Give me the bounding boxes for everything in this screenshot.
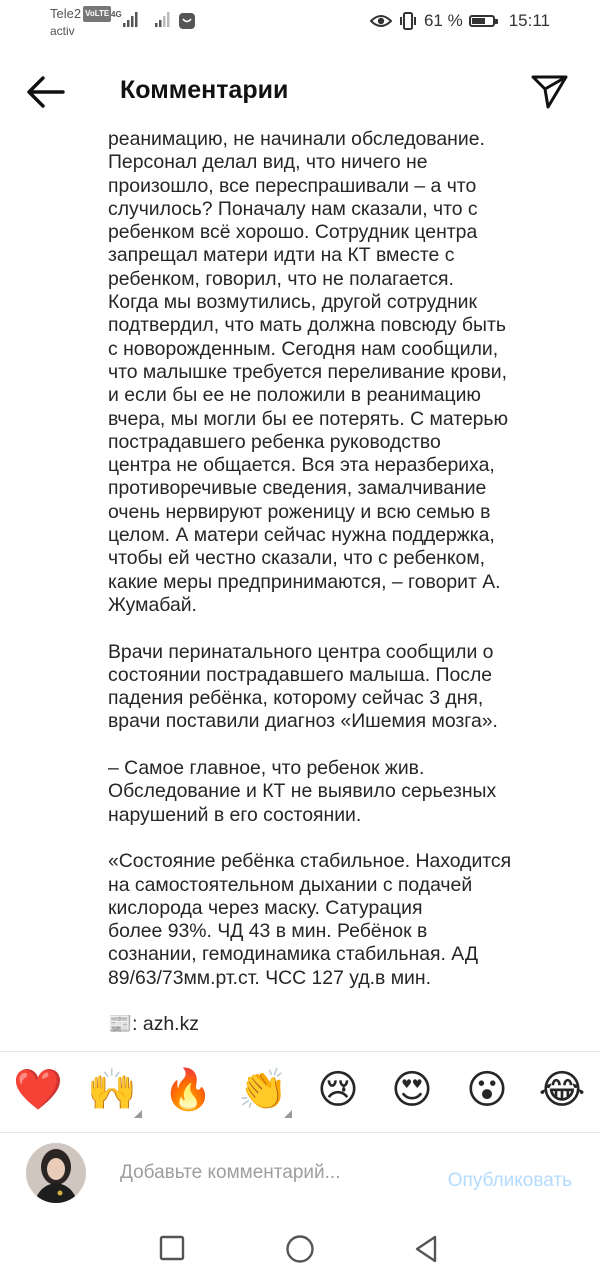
- battery-percent: 61 %: [423, 11, 463, 30]
- page-title: Комментарии: [120, 76, 289, 104]
- notification-app-icon: [178, 12, 196, 30]
- back-arrow-icon[interactable]: [26, 75, 66, 109]
- tears-of-joy-emoji-button[interactable]: 😂: [538, 1068, 586, 1112]
- surprised-face-emoji-button[interactable]: 😮: [466, 1068, 508, 1112]
- system-navigation-bar: [0, 1214, 600, 1283]
- comment-composer: [0, 1132, 600, 1214]
- caption-paragraph: – Самое главное, что ребенок жив. Обследование и КТ не выявило серьезных нарушений в его состоянии.: [108, 757, 497, 826]
- caption-paragraph: «Состояние ребёнка стабильное. Находится на самостоятельном дыхании с подачей кислорода через маску. Сатурация более 93%. ЧД 43 в мин. Ребёнок в сознании, гемодинамика стабильная. АД 89/63/73мм.рт.ст. ЧСС 127 уд.в мин.: [108, 850, 512, 989]
- heart-eyes-emoji-button[interactable]: 😍: [391, 1068, 433, 1112]
- signal-2-icon: [154, 10, 172, 28]
- post-caption: [108, 128, 538, 1050]
- fire-emoji-button[interactable]: 🔥: [163, 1068, 213, 1112]
- raising-hands-emoji-button[interactable]: 🙌: [87, 1068, 137, 1112]
- status-right: [370, 10, 550, 32]
- clock: 15:11: [508, 11, 550, 30]
- volte-badge: VoLTE: [83, 6, 111, 22]
- eye-comfort-icon: [370, 13, 392, 29]
- carrier-line2: activ: [50, 24, 75, 38]
- direct-share-icon[interactable]: [530, 72, 570, 110]
- home-icon[interactable]: [284, 1234, 316, 1264]
- caption-source-link[interactable]: 📰: azh.kz: [108, 1013, 199, 1036]
- comment-input[interactable]: [120, 1162, 420, 1184]
- recent-apps-icon[interactable]: [158, 1234, 186, 1262]
- user-avatar-image: [26, 1143, 86, 1203]
- skin-tone-indicator-icon: [284, 1110, 292, 1118]
- status-bar: [0, 0, 600, 48]
- skin-tone-indicator-icon: [134, 1110, 142, 1118]
- crying-face-emoji-button[interactable]: 😢: [317, 1068, 359, 1112]
- battery-icon: [469, 15, 495, 27]
- caption-paragraph: Врачи перинатального центра сообщили о состоянии пострадавшего малыша. После падения ребёнка, которому сейчас 3 дня, врачи поставили диагноз «Ишемия мозга».: [108, 640, 498, 733]
- caption-paragraph: реанимацию, не начинали обследование. Персонал делал вид, что ничего не произошло, все переспрашивали – а что случилось? Поначалу нам сказали, что с ребенком всё хорошо. Сотрудник центра запрещал матери идти на КТ вместе с ребенком, говорил, что не полагается. Когда мы возмутились, другой сотрудник подтвердил, что мать должна повсюду быть с новорожденным. Сегодня нам сообщили, что малышке требуется переливание крови, и если бы ее не положили в реанимацию вчера, мы могли бы ее потерять. С матерью пострадавшего ребенка руководство центра не общается. Вся эта неразбериха, противоречивые сведения, замалчивание очень нервируют роженицу и всю семью в целом. А матери сейчас нужна поддержка, чтобы ей честно сказали, что с ребенком, какие меры предпринимаются, – говорит А. Жумабай.: [108, 128, 509, 616]
- system-back-icon[interactable]: [412, 1234, 440, 1264]
- publish-button[interactable]: Опубликовать: [447, 1170, 572, 1191]
- caption-scroll-area[interactable]: [0, 126, 600, 1050]
- header: [0, 60, 600, 126]
- carrier-name: Tele2 VoLTE: [50, 6, 110, 21]
- network-type: 4G: [111, 10, 122, 19]
- user-avatar[interactable]: [26, 1143, 86, 1203]
- heart-emoji-button[interactable]: ❤️: [13, 1068, 63, 1112]
- signal-icon: [122, 10, 140, 28]
- clapping-hands-emoji-button[interactable]: 👏: [238, 1068, 288, 1112]
- vibrate-icon: [398, 12, 418, 30]
- emoji-quick-reactions: [0, 1051, 600, 1133]
